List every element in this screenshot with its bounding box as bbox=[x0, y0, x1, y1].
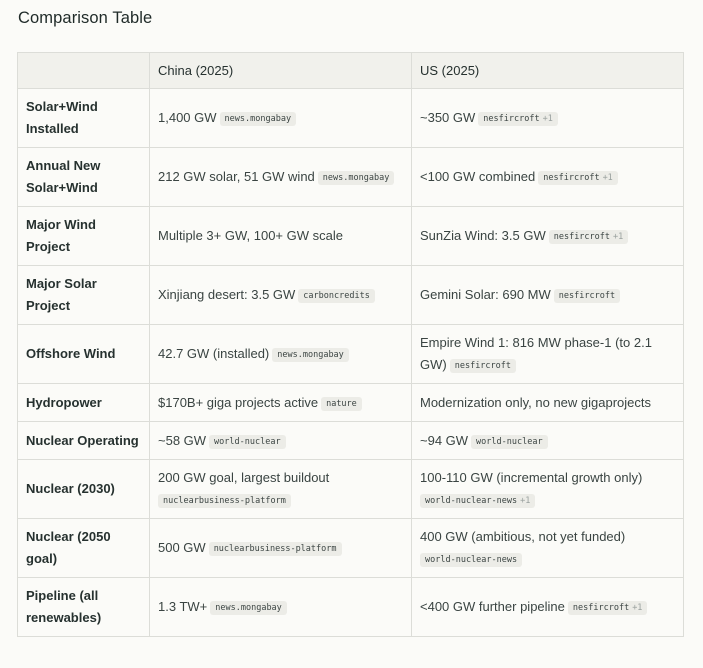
source-chip-label: world-nuclear bbox=[214, 436, 281, 447]
source-chip[interactable] bbox=[450, 359, 516, 373]
us-cell bbox=[412, 519, 684, 578]
source-chip[interactable] bbox=[471, 435, 548, 449]
source-chip-label: nuclearbusiness-platform bbox=[163, 496, 286, 506]
table-row bbox=[18, 422, 684, 460]
row-label: Pipeline (all renewables) bbox=[18, 578, 150, 637]
cell-value: 212 GW solar, 51 GW wind bbox=[158, 169, 315, 184]
column-header-china: China (2025) bbox=[150, 53, 412, 89]
page-title: Comparison Table bbox=[18, 9, 153, 27]
china-cell bbox=[150, 207, 412, 266]
row-label: Nuclear (2030) bbox=[18, 460, 150, 519]
source-chip[interactable] bbox=[220, 112, 297, 126]
us-cell bbox=[412, 266, 684, 325]
source-chip-label: nesfircroft bbox=[553, 232, 611, 242]
cell-value: $170B+ giga projects active bbox=[158, 394, 319, 410]
source-chip-label: nature bbox=[326, 398, 357, 409]
source-chip[interactable] bbox=[538, 171, 618, 185]
source-chip[interactable] bbox=[420, 553, 522, 567]
cell-value: <100 GW combined bbox=[420, 169, 536, 184]
cell-value: <400 GW further pipeline bbox=[420, 599, 565, 614]
cell-value: 42.7 GW (installed) bbox=[158, 346, 270, 361]
source-chip[interactable] bbox=[209, 542, 342, 556]
cell-value: ~94 GW bbox=[420, 432, 469, 448]
source-chip-label: nesfircroft bbox=[572, 603, 630, 613]
column-header-empty bbox=[18, 53, 150, 89]
source-chip-label: nesfircroft bbox=[483, 114, 540, 124]
source-chip-label: news.mongabay bbox=[277, 350, 344, 360]
row-label: Major Wind Project bbox=[18, 207, 150, 266]
comparison-table bbox=[17, 52, 684, 637]
china-cell bbox=[150, 148, 412, 207]
table-row bbox=[18, 325, 684, 384]
table-header-row bbox=[18, 53, 684, 89]
cell-value: ~58 GW bbox=[158, 432, 207, 448]
row-label: Major Solar Project bbox=[18, 266, 150, 325]
cell-value: 500 GW bbox=[158, 540, 206, 555]
row-label: Offshore Wind bbox=[18, 325, 150, 384]
source-chip-label: nesfircroft bbox=[543, 173, 600, 183]
source-chip-extra: +1 bbox=[613, 232, 624, 242]
source-chip[interactable] bbox=[209, 435, 286, 449]
china-cell bbox=[150, 422, 412, 460]
source-chip-label: world-nuclear-news bbox=[425, 496, 518, 506]
source-chip-label: news.mongabay bbox=[215, 603, 282, 613]
source-chip[interactable] bbox=[554, 289, 620, 303]
row-label: Hydropower bbox=[18, 384, 150, 422]
us-cell bbox=[412, 460, 684, 519]
us-cell bbox=[412, 89, 684, 148]
cell-value: 200 GW goal, largest buildout bbox=[158, 470, 330, 485]
us-cell bbox=[412, 207, 684, 266]
row-label: Solar+Wind Installed bbox=[18, 89, 150, 148]
cell-value: Gemini Solar: 690 MW bbox=[420, 287, 551, 302]
china-cell bbox=[150, 89, 412, 148]
us-cell bbox=[412, 148, 684, 207]
china-cell bbox=[150, 266, 412, 325]
source-chip-label: world-nuclear bbox=[476, 436, 543, 447]
source-chip[interactable] bbox=[420, 494, 535, 508]
source-chip-extra: +1 bbox=[520, 496, 531, 506]
source-chip-label: carboncredits bbox=[303, 291, 370, 301]
cell-value: Multiple 3+ GW, 100+ GW scale bbox=[158, 228, 343, 243]
us-cell bbox=[412, 325, 684, 384]
us-cell bbox=[412, 578, 684, 637]
cell-value: Modernization only, no new gigaprojects bbox=[420, 394, 652, 410]
cell-value: Xinjiang desert: 3.5 GW bbox=[158, 287, 296, 302]
table-row bbox=[18, 578, 684, 637]
source-chip[interactable] bbox=[272, 348, 349, 362]
table-row bbox=[18, 266, 684, 325]
source-chip[interactable] bbox=[158, 494, 291, 508]
source-chip[interactable] bbox=[478, 112, 558, 126]
cell-value: Empire Wind 1: 816 MW phase-1 (to 2.1 GW) bbox=[420, 335, 652, 372]
source-chip-label: world-nuclear-news bbox=[425, 555, 518, 565]
cell-value: 1,400 GW bbox=[158, 110, 217, 125]
source-chip-extra: +1 bbox=[602, 173, 613, 183]
china-cell bbox=[150, 578, 412, 637]
us-cell bbox=[412, 384, 684, 422]
source-chip[interactable] bbox=[568, 601, 648, 615]
source-chip[interactable] bbox=[321, 397, 362, 411]
source-chip[interactable] bbox=[318, 171, 395, 185]
table-row bbox=[18, 207, 684, 266]
source-chip-label: news.mongabay bbox=[224, 114, 292, 124]
row-label: Annual New Solar+Wind bbox=[18, 148, 150, 207]
table-row bbox=[18, 519, 684, 578]
cell-value: SunZia Wind: 3.5 GW bbox=[420, 228, 546, 243]
us-cell bbox=[412, 422, 684, 460]
source-chip-extra: +1 bbox=[542, 114, 553, 124]
column-header-us: US (2025) bbox=[412, 53, 684, 89]
china-cell bbox=[150, 460, 412, 519]
table-row bbox=[18, 384, 684, 422]
source-chip[interactable] bbox=[549, 230, 629, 244]
cell-value: 400 GW (ambitious, not yet funded) bbox=[420, 529, 626, 544]
table-row bbox=[18, 460, 684, 519]
source-chip-label: nesfircroft bbox=[558, 291, 616, 301]
source-chip-extra: +1 bbox=[632, 603, 643, 613]
row-label: Nuclear (2050 goal) bbox=[18, 519, 150, 578]
source-chip-label: nuclearbusiness-platform bbox=[213, 544, 337, 554]
source-chip[interactable] bbox=[210, 601, 287, 615]
china-cell bbox=[150, 519, 412, 578]
source-chip-label: nesfircroft bbox=[454, 361, 512, 371]
cell-value: ~350 GW bbox=[420, 110, 476, 125]
source-chip[interactable] bbox=[298, 289, 375, 303]
row-label: Nuclear Operating bbox=[18, 422, 150, 460]
source-chip-label: news.mongabay bbox=[322, 173, 390, 183]
china-cell bbox=[150, 384, 412, 422]
table-row bbox=[18, 89, 684, 148]
table-row bbox=[18, 148, 684, 207]
cell-value: 100-110 GW (incremental growth only) bbox=[420, 470, 643, 485]
cell-value: 1.3 TW+ bbox=[158, 599, 208, 614]
china-cell bbox=[150, 325, 412, 384]
